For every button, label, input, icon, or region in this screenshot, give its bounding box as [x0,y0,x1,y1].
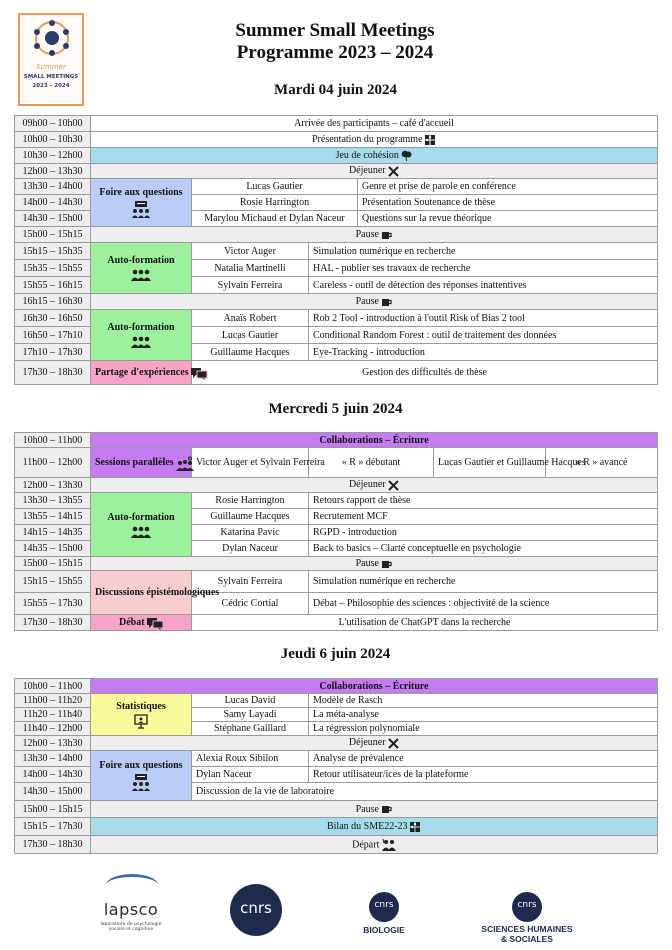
table-row [15,361,658,385]
time-cell: 12h00 – 13h30 [15,478,91,493]
speaker-cell: Marylou Michaud et Dylan Naceur [192,211,358,227]
time-cell: 13h30 – 13h55 [15,493,91,509]
time-cell: 17h30 – 18h30 [15,361,91,385]
topic-cell: Back to basics – Clarté conceptuelle en psychologie [309,541,658,557]
time-cell: 15h55 – 17h30 [15,593,91,615]
speaker-cell: Rosie Harrington [192,493,309,509]
table-row [15,294,658,310]
topic-cell: Modèle de Rasch [309,694,658,708]
coffee-cup-icon [381,804,392,814]
cnrs-biologie-logo [369,892,399,922]
day-title-tuesday: Mardi 04 juin 2024 [274,82,397,98]
table-row [15,736,658,751]
shs-label [472,925,582,944]
topic-cell: Recrutement MCF [309,509,658,525]
presenter-board-icon [134,715,148,728]
topic-cell: « R » débutant [309,448,434,478]
time-cell: 15h00 – 15h15 [15,557,91,571]
topic-cell: Rob 2 Tool - introduction à l'outil Risk of Bias 2 tool [309,310,658,327]
category-sessions-paralleles [91,448,192,478]
category-auto-formation [91,243,192,294]
shs-label-line-2: & SOCIALES [501,933,553,944]
group-icon [176,457,194,471]
time-cell: 17h10 – 17h30 [15,344,91,361]
speaker-cell: Sylvain Ferreira [192,571,309,593]
puzzle-icon [425,135,436,145]
time-cell: 13h30 – 14h00 [15,751,91,767]
topic-cell: RGPD - introduction [309,525,658,541]
activity-cell: L'utilisation de ChatGPT dans la recherche [192,615,658,631]
lapsco-subtitle: laboratoire de psychologie sociale et cognitive [100,922,162,932]
topic-cell: HAL - publier ses travaux de recherche [309,260,658,277]
puzzle-icon [410,822,421,832]
speaker-cell: Victor Auger et Sylvain Ferreira [192,448,309,478]
speaker-cell: Anaïs Robert [192,310,309,327]
day-title-wednesday: Mercredi 5 juin 2024 [268,401,403,417]
topic-cell: La régression polynomiale [309,722,658,736]
topic-cell: Analyse de prévalence [309,751,658,767]
activity-label: Départ [352,838,380,850]
table-row [15,164,658,179]
activity-cell [91,164,658,179]
activity-cell: Collaborations – Écriture [91,679,658,694]
activity-label: Jeu de cohésion [335,149,399,161]
topic-cell: Retour utilisateur/ices de la plateforme [309,767,658,783]
time-cell: 14h30 – 15h00 [15,211,91,227]
time-cell: 11h00 – 11h20 [15,694,91,708]
chat-bubble-icon [147,618,163,630]
activity-cell [91,836,658,854]
category-partage-experiences [91,361,192,385]
table-row [15,557,658,571]
time-cell: 12h00 – 13h30 [15,164,91,179]
time-cell: 15h15 – 15h55 [15,571,91,593]
time-cell: 09h00 – 10h00 [15,116,91,132]
fork-knife-icon [388,166,399,177]
speaker-cell: Sylvain Ferreira [192,277,309,294]
topic-cell: Conditional Random Forest : outil de traitement des données [309,327,658,344]
time-cell: 14h30 – 15h00 [15,783,91,801]
topic-cell: Simulation numérique en recherche [309,243,658,260]
activity-cell: Gestion des difficultés de thèse [192,361,658,385]
cnrs-wordmark: cnrs [240,899,272,917]
activity-label: Pause [355,558,379,569]
category-label: Auto-formation [107,511,175,523]
logo-line-3: 2023 – 2024 [32,83,70,89]
time-cell: 14h00 – 14h30 [15,767,91,783]
table-row [15,615,658,631]
activity-cell: Arrivée des participants – café d'accueil [91,116,658,132]
speaker-cell: Lucas David [192,694,309,708]
table-row [15,801,658,818]
category-label: Foire aux questions [99,759,183,771]
speaker-cell: Katarina Pavic [192,525,309,541]
activity-cell [91,736,658,751]
time-cell: 12h00 – 13h30 [15,736,91,751]
table-row [15,132,658,148]
time-cell: 15h55 – 16h15 [15,277,91,294]
topic-cell: La méta-analyse [309,708,658,722]
time-cell: 13h30 – 14h00 [15,179,91,195]
waving-people-icon [382,839,396,851]
speaker-cell: Rosie Harrington [192,195,358,211]
speaker-cell: Samy Layadi [192,708,309,722]
table-row [15,148,658,164]
activity-cell [91,148,658,164]
table-row [15,227,658,243]
balloons-icon [401,150,412,161]
page-title: Summer Small Meetings [235,20,435,41]
group-icon [131,336,151,348]
fork-knife-icon [388,480,399,491]
topic-cell: « R » avancé [546,448,658,478]
activity-label: Déjeuner [348,479,386,491]
meeting-table-icon [35,21,69,55]
shs-label-line-1: SCIENCES HUMAINES [481,924,573,934]
cnrs-shs-logo [512,892,542,922]
time-cell: 16h50 – 17h10 [15,327,91,344]
time-cell: 17h30 – 18h30 [15,836,91,854]
time-cell: 10h00 – 10h30 [15,132,91,148]
time-cell: 15h15 – 15h35 [15,243,91,260]
speaker-cell: Lucas Gautier [192,327,309,344]
group-discussion-icon [131,201,151,219]
time-cell: 15h00 – 15h15 [15,227,91,243]
table-row [15,243,658,260]
category-label: Statistiques [116,701,166,712]
activity-cell [91,818,658,836]
speaker-cell: Lucas Gautier et Guillaume Hacques [434,448,546,478]
topic-cell: Eye-Tracking - introduction [309,344,658,361]
topic-cell: Questions sur la revue théorique [358,211,658,227]
fork-knife-icon [388,738,399,749]
coffee-cup-icon [381,230,392,240]
table-row [15,433,658,448]
activity-cell [91,478,658,493]
topic-cell: Careless - outil de détection des réponses inattentives [309,277,658,294]
category-label: Auto-formation [107,322,175,333]
time-cell: 11h20 – 11h40 [15,708,91,722]
activity-cell [91,801,658,818]
cnrs-logo [230,884,282,936]
speaker-cell: Natalia Martinelli [192,260,309,277]
table-row [15,179,658,195]
activity-label: Déjeuner [348,165,386,177]
category-label: Auto-formation [107,255,175,266]
activity-cell: Collaborations – Écriture [91,433,658,448]
time-cell: 14h35 – 15h00 [15,541,91,557]
topic-cell: Simulation numérique en recherche [309,571,658,593]
logo-line-1: Summer [36,63,66,71]
time-cell: 10h00 – 11h00 [15,433,91,448]
thursday-schedule [14,678,658,854]
topic-cell: Retours rapport de thèse [309,493,658,509]
activity-label: Pause [355,296,379,307]
activity-label: Déjeuner [348,737,386,749]
time-cell: 11h40 – 12h00 [15,722,91,736]
time-cell: 13h55 – 14h15 [15,509,91,525]
cnrs-wordmark: cnrs [374,900,394,910]
speaker-cell: Dylan Naceur [192,541,309,557]
table-row [15,116,658,132]
time-cell: 10h30 – 12h00 [15,148,91,164]
table-row [15,571,658,593]
activity-label: Pause [355,803,379,815]
time-cell: 15h00 – 15h15 [15,801,91,818]
time-cell: 15h35 – 15h55 [15,260,91,277]
group-discussion-icon [131,774,151,792]
activity-label: Présentation du programme [312,134,423,145]
table-row [15,679,658,694]
table-row [15,478,658,493]
category-label: Foire aux questions [99,186,183,198]
activity-cell [91,227,658,243]
speaker-cell: Alexia Roux Sibilon [192,751,309,767]
time-cell: 16h15 – 16h30 [15,294,91,310]
topic-cell: Présentation Soutenance de thèse [358,195,658,211]
table-row [15,751,658,767]
topic-cell: Débat – Philosophie des sciences : objectivité de la science [309,593,658,615]
category-label: Partage d'expériences [95,366,189,378]
category-statistiques [91,694,192,736]
page-subtitle: Programme 2023 – 2024 [236,42,434,63]
speaker-cell: Victor Auger [192,243,309,260]
speaker-cell: Stéphane Gaillard [192,722,309,736]
speaker-cell: Dylan Naceur [192,767,309,783]
coffee-cup-icon [381,559,392,569]
day-title-thursday: Jeudi 6 juin 2024 [280,646,391,662]
cnrs-wordmark: cnrs [517,900,537,910]
activity-cell [91,557,658,571]
coffee-cup-icon [381,297,392,307]
time-cell: 14h00 – 14h30 [15,195,91,211]
category-debat [91,615,192,631]
activity-cell: Discussion de la vie de laboratoire [192,783,658,801]
activity-label: Pause [355,229,379,240]
table-row [15,493,658,509]
category-discussions-epistemologiques: Discussions épistémologiques [91,571,192,615]
activity-cell [91,132,658,148]
table-row [15,836,658,854]
topic-cell: Genre et prise de parole en conférence [358,179,658,195]
table-row [15,310,658,327]
group-icon [131,269,151,281]
time-cell: 17h30 – 18h30 [15,615,91,631]
wednesday-schedule [14,432,658,631]
category-foire-aux-questions [91,751,192,801]
group-icon [131,526,151,538]
lapsco-logo [96,872,166,938]
activity-cell [91,294,658,310]
time-cell: 11h00 – 12h00 [15,448,91,478]
category-auto-formation [91,493,192,557]
speaker-cell: Guillaume Hacques [192,509,309,525]
category-auto-formation [91,310,192,361]
activity-label: Bilan du SME22-23 [326,821,408,832]
time-cell: 14h15 – 14h35 [15,525,91,541]
table-row [15,694,658,708]
category-foire-aux-questions [91,179,192,227]
tuesday-schedule [14,115,658,385]
chat-bubble-icon [191,368,207,380]
speaker-cell: Cédric Cortial [192,593,309,615]
table-row [15,448,658,478]
biologie-label: BIOLOGIE [363,925,405,935]
category-label: Débat [118,616,145,628]
logo-line-2: SMALL MEETINGS [23,74,79,80]
table-row [15,818,658,836]
speaker-cell: Lucas Gautier [192,179,358,195]
lapsco-wordmark: lapsco [103,900,159,919]
category-label: Sessions parallèles [95,456,174,468]
time-cell: 15h15 – 17h30 [15,818,91,836]
speaker-cell: Guillaume Hacques [192,344,309,361]
time-cell: 16h30 – 16h50 [15,310,91,327]
time-cell: 10h00 – 11h00 [15,679,91,694]
